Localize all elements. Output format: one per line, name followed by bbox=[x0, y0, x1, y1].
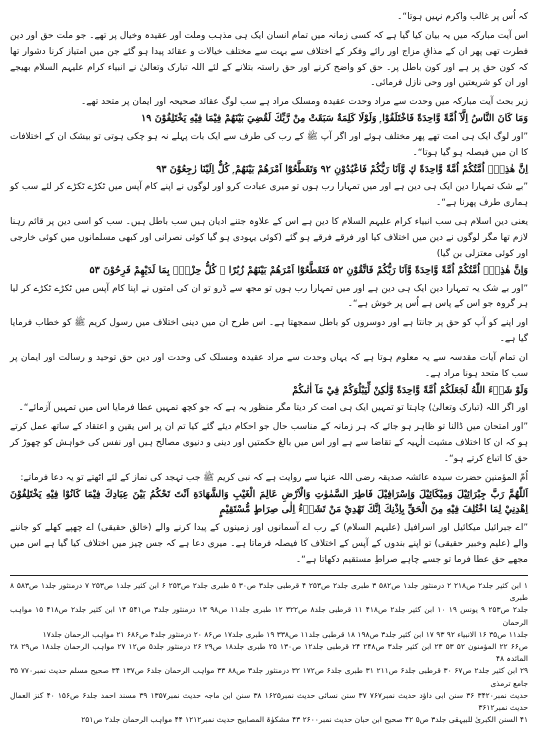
arabic-verse: وَلَوْ شَاۗءَ اللّٰهُ لَجَعَلَكُمْ اُمَّةً وَّاحِدَةً وَّلٰكِنْ لِّيَبْلُوَكُمْ فِيْ مَآ اٰتٰىكُمْ bbox=[292, 384, 528, 396]
footnote-line: ۴۱ السنن الکبریٰ للبیہقی جلد۳ ص۵ ۴۲ صحیح ابن حبان حدیث نمبر۲۶۰۰ ۴۳ مشکوٰۃ المصابیح حدیث نمبر۱۲۱۲ ۴۴ مواہب الرحمان جلد۲ ص۲۵۱ bbox=[81, 715, 528, 725]
urdu-paragraph: یعنی دین اسلام ہی سب انبیاء کرام علیہم السلام کا دین ہے اس کے علاوہ جتنے ادیان ہیں سب باطل ہیں۔ سب کو اسی دین پر قائم رہنا لازم تھا مگر لوگوں نے دین میں اختلاف کیا اور فرقے فرقے ہو گئے (کوئی یہودی ہو گیا کوئی نصرانی اور کبھی مسلمانوں میں کوئی خارجی اور کوئی معتزلی بن گیا) bbox=[10, 217, 528, 259]
footnote-line: جلد۱۱ ص۳۵ ۱۶ الانبیاء ۹۲ ۹۳ ۱۷ ابن کثیر جلد۳ ص۱۹۸ ۱۸ قرطبی جلد۱۱ ص۳۳۸ ۱۹ طبری جلد۱۷ ص۸۶ ۲۰ درمنثور جلد۴ ص۶۸۶ ۲۱ مواہب الرحمان جلد۱۷ bbox=[42, 629, 528, 639]
arabic-verse: وَمَا كَانَ النَّاسُ اِلَّآ اُمَّةً وَّاحِدَةً فَاخْتَلَفُوْا ۭ وَلَوْلَا كَلِمَةٌ سَبَقَتْ مِنْ رَّبِّكَ لَقُضِيَ بَيْنَهُمْ فِيْمَا فِيْهِ يَخْتَلِفُوْنَ ۱۹ bbox=[141, 113, 528, 125]
footnote-line: جلد۲ ص۲۵۳ ۹ یونس ۱۹ ۱۰ ابن کثیر جلد۲ ص۴۱۸ ۱۱ قرطبی جلد۸ ص۳۲۲ ۱۲ طبری جلد۱۱ ص۹۸ ۱۳ درمنثور جلد۳ ص۵۴۱ ۱۴ ابن کثیر جلد۲ ص۴۱۸ ۱۵ مواہب الرحمان bbox=[10, 605, 529, 627]
urdu-paragraph: ان تمام آیات مقدسہ سے یہ معلوم ہوتا ہے کہ یہاں وحدت سے مراد عقیدہ ومسلک کی وحدت اور دین حق توحید و رسالت اور ایمان پر سب کا متحد ہونا مراد ہے۔ bbox=[10, 352, 528, 379]
footnote-line: ۲۹ ابن کثیر جلد۲ ص۶۷ ۳۰ قرطبی جلد۶ ص۲۱۱ ۳۱ طبری جلد۶ ص۱۷۲ ۳۲ درمنثور جلد۳ ص۸۸ ۳۳ مواہب الرحمان جلد۶ ص۱۳۷ ۳۴ صحیح مسلم حدیث نمبر۷۷۰ ۳۵ جامع ترمذی bbox=[10, 666, 529, 688]
urdu-paragraph: اور اگر اللہ (تبارک وتعالیٰ) چاہتا تو تمہیں ایک ہی امت کر دیتا مگر منظور یہ ہے کہ جو کچھ تمہیں عطا فرمایا اس میں تمہیں آزمائے“۔ bbox=[18, 403, 528, 414]
footnote-line: ص۶۶ ۲۲ المؤمنون ۵۲ ۵۳ ۲۳ ابن کثیر جلد۳ ص۲۴۸ ۲۴ قرطبی جلد۱۲ ص۱۳۰ ۲۵ طبری جلد۱۸ ص۲۹ ۲۶ درمنثور جلد۵ ص۱۲ ۲۷ مواہب الرحمان جلد۱۸ ص۲۹ ۲۸ المائدہ ۴۸ bbox=[10, 642, 528, 664]
urdu-paragraph: ”اور لوگ ایک ہی امت تھے پھر مختلف ہوئے اور اگر آپ ﷺ کے رب کی طرف سے ایک بات پہلے نہ ہو چکی ہوتی تو بیشک ان کے اختلافات کا ان میں فیصلہ ہو گیا ہوتا“۔ bbox=[10, 131, 528, 158]
urdu-paragraph: کہ اُس پر غالب واکرم نہیں ہوتا“۔ bbox=[397, 12, 528, 22]
urdu-paragraph: ”اے جبرائیل میکائیل اور اسرافیل (علیہم السلام) کے رب اے آسمانوں اور زمینوں کے پیدا کرنے والے (خالق حقیقی) اے چھپے کھلے کو جاننے والے (علیم وخبیر حقیقی) تو اپنے بندوں کے آپس کے اختلاف کا فیصلہ فرماتا ہے۔ میری دعا ہے کہ جس چیز میں اختلاف کیا گیا ہے اس میں مجھے حق عطا فرما تو جسے چاہے صراطِ مستقیم دکھاتا ہے“۔ bbox=[10, 523, 528, 565]
urdu-paragraph: اور اپنے کو آپ کو حق پر جانتا ہے اور دوسروں کو باطل سمجھتا ہے۔ اس طرح ان میں دینی اختلاف میں رسول کریم ﷺ کو خطاب فرمایا گیا ہے۔ bbox=[10, 318, 528, 345]
urdu-paragraph: ”اور امتحان میں ڈالنا تو ظاہر ہو جائے کہ ہر زمانہ کے مناسب حال جو احکام دیئے گئے کیا تم ان پر اس یقین و اعتقاد کے ساتھ عمل کرتے ہو کہ ان کا اختلاف مشیت الٰہیہ کے تقاضا سے ہے اور اس میں بالغ حکمتیں اور دینی و دنیوی مصالح ہیں اور نفس کی خواہش کو چھوڑ کر حق کا اتباع کرتے ہو“۔ bbox=[10, 422, 528, 464]
footnote-line: حدیث نمبر۳۴۲۰ ۳۶ سنن ابی داؤد حدیث نمبر۷۶۷ ۳۷ سنن نسائی حدیث نمبر۱۶۲۵ ۳۸ سنن ابن ماجہ حدیث نمبر۱۳۵۷ ۳۹ مسند احمد جلد۶ ص۱۵۶ ۴۰ کنز العمال حدیث نمبر۳۶۱۲ bbox=[10, 690, 528, 713]
body-text bbox=[10, 10, 528, 569]
footnote-line: ۱ ابن کثیر جلد۲ ص۲۱۸ ۲ درمنثور جلد۱ ص۵۸۲ ۳ طبری جلد۲ ص۲۵۳ ۴ قرطبی جلد۳ ص۳۰ ۵ طبری جلد۲ ص۲۵۳ ۶ ابن کثیر جلد۱ ص۲۵۳ ۷ درمنثور جلد۱ ص۵۸۳ ۸ طبری bbox=[10, 580, 528, 603]
footnote-separator bbox=[10, 575, 528, 576]
footnotes bbox=[10, 580, 528, 727]
arabic-verse: وَاِنَّ هٰذِهٖٓ اُمَّتُكُمْ اُمَّةً وَّاحِدَةً وَّاَنَا رَبُّكُمْ فَاتَّقُوْنِ ۵۲ فَتَقَطَّعُوْٓا اَمْرَهُمْ بَيْنَهُمْ زُبُرًا ۭ كُلُّ حِزْبٍۢ بِمَا لَدَيْهِمْ فَرِحُوْنَ ۵۳ bbox=[89, 264, 528, 276]
urdu-paragraph: اُمّ المؤمنین حضرت سیدہ عائشہ صدیقہ رضی اللہ عنہا سے روایت ہے کہ نبی کریم ﷺ جب تہجد کی نماز کے لئے اٹھتے تو یہ دعا فرماتے: bbox=[20, 472, 528, 483]
arabic-verse: اِنَّ هٰذِهٖٓ اُمَّتُكُمْ اُمَّةً وَّاحِدَةً ڮ وَّاَنَا رَبُّكُمْ فَاعْبُدُوْنِ ۹۲ وَتَقَطَّعُوْٓا اَمْرَهُمْ بَيْنَهُمْ ۭ كُلٌّ اِلَيْنَا رٰجِعُوْنَ ۹۳ bbox=[156, 163, 528, 175]
urdu-paragraph: اس آیت مبارکہ میں یہ بیان کیا گیا ہے کہ کسی زمانہ میں تمام انسان ایک ہی مذہب وملت اور عقیدہ وخیال پر تھے۔ جو ملت حق اور دین فطرت تھی پھر ان کے مذاقِ مزاج اور رائے وفکر کے اختلاف سے بہت سے مختلف خیالات و عقائد پیدا ہو گئے جن میں امتیاز کرنا دشوار تھا کہ کون حق پر ہے اور کون باطل پر۔ حق کو واضح کرنے اور حق راستہ بتلانے کے لئے اللہ تبارک وتعالیٰ نے انبیاء کرام علیہم السلام بھیجے اور ان کو شریعتیں اور وحی نازل فرمائی۔ bbox=[10, 30, 528, 89]
urdu-paragraph: زیر بحث آیت مبارکہ میں وحدت سے مراد وحدت عقیدہ ومسلک مراد ہے سب لوگ عقائد صحیحہ اور ایمان پر متحد تھے۔ bbox=[81, 97, 528, 108]
urdu-paragraph: ”بے شک تمہارا دین ایک ہی دین ہے اور میں تمہارا رب ہوں تو میری عبادت کرو اور لوگوں نے اپنے کام آپس میں ٹکڑے ٹکڑے کر لئے سب کو ہماری طرف پھرنا ہے“۔ bbox=[10, 182, 528, 209]
arabic-verse: اَللّٰهُمَّ رَبَّ جِبْرَائِيْلَ وَمِيْكَائِيْلَ وَاِسْرَافِيْلَ فَاطِرَ السَّمٰوٰتِ وَالْاَرْضِ عَالِمَ الْغَيْبِ وَالشَّهَادَةِ اَنْتَ تَحْكُمُ بَيْنَ عِبَادِكَ فِيْمَا كَانُوْا فِيْهِ يَخْتَلِفُوْنَ اِهْدِنِيْ لِمَا اخْتُلِفَ فِيْهِ مِنَ الْحَقِّ بِاِذْنِكَ اِنَّكَ تَهْدِيْ مَنْ تَشَاۗءُ اِلٰى صِرَاطٍ مُّسْتَقِيْمٍ bbox=[10, 488, 528, 516]
urdu-paragraph: ”اور بے شک یہ تمہارا دین ایک ہی دین ہے اور میں تمہارا رب ہوں تو مجھ سے ڈرو تو ان کی امتوں نے اپنا کام آپس میں ٹکڑے ٹکڑے کر لیا ہر گروہ جو اس کے پاس ہے اُس پر خوش ہے“۔ bbox=[10, 283, 528, 310]
